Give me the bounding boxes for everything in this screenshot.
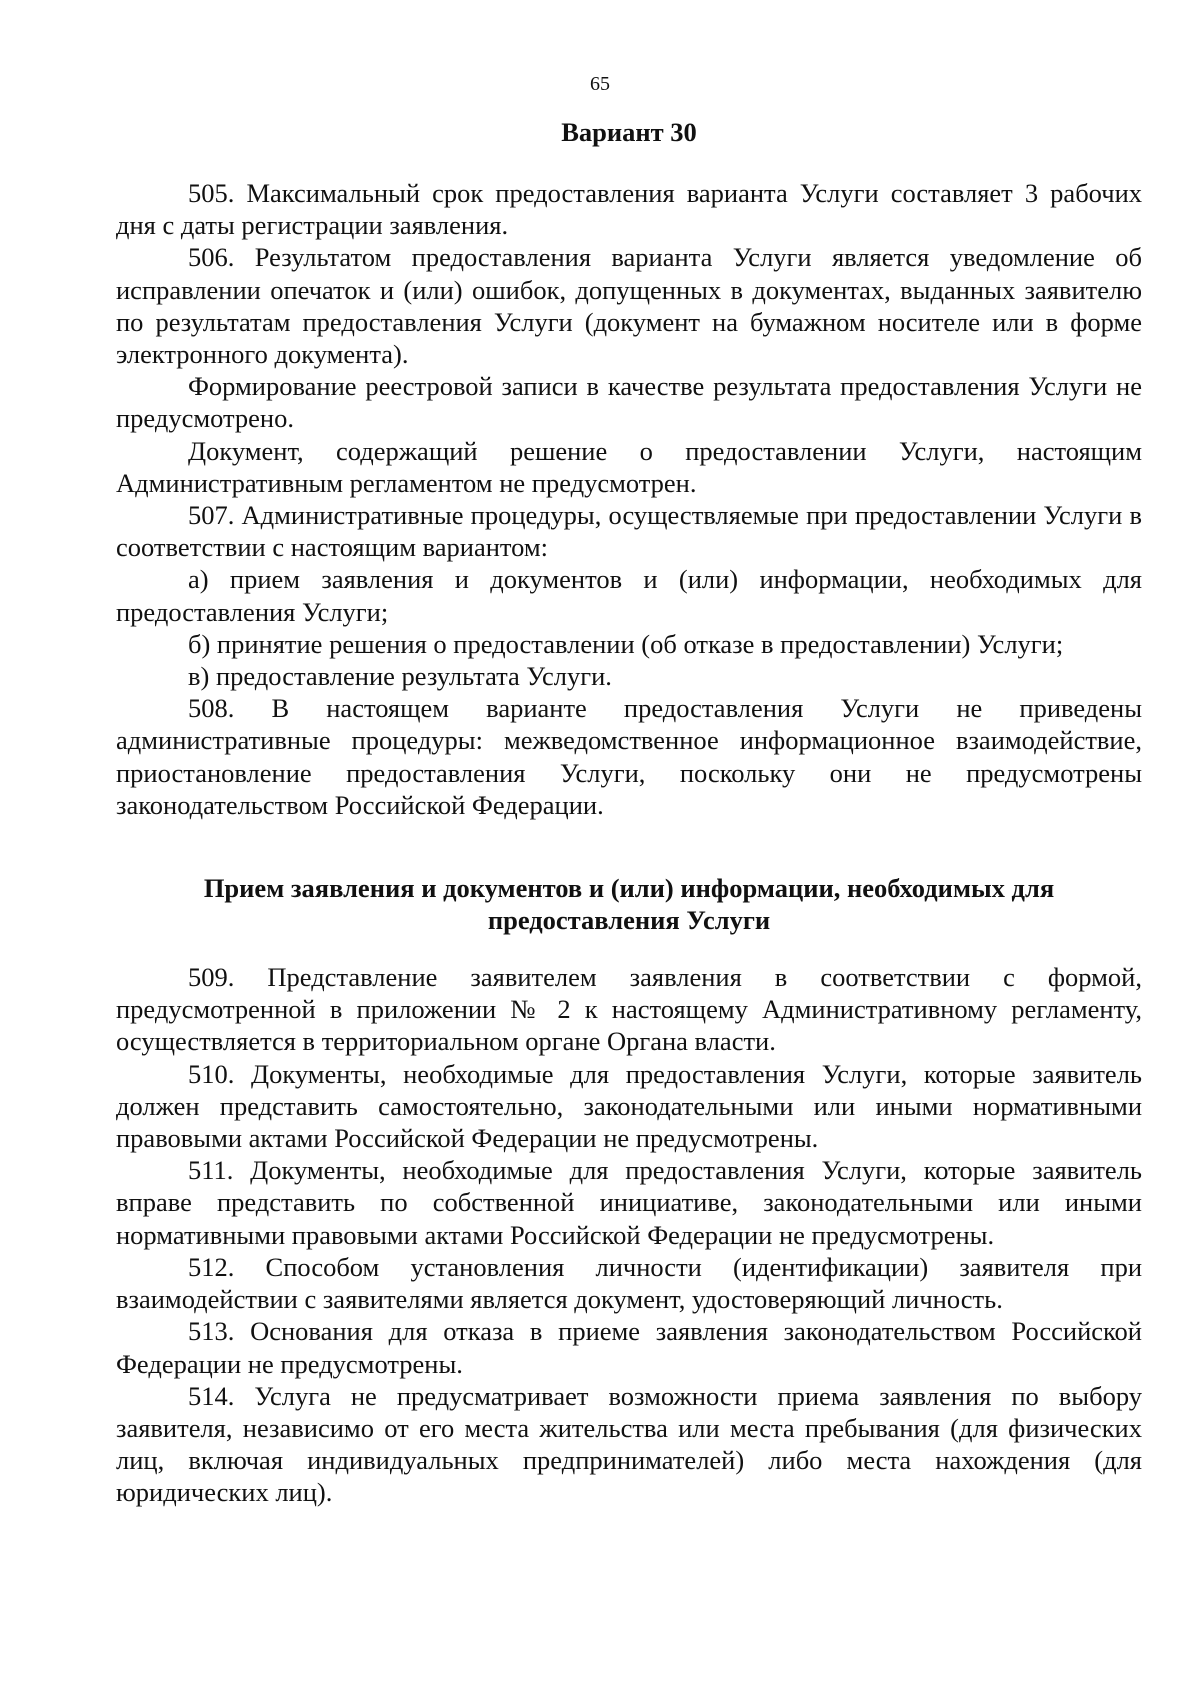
page-content <box>116 116 1142 1509</box>
paragraph-decision-document: Документ, содержащий решение о предоставлении Услуги, настоящим Административным регламентом не предусмотрен. <box>116 435 1142 498</box>
paragraph-508: 508. В настоящем варианте предоставления Услуги не приведены административные процедуры: межведомственное информационное взаимодействие, приостановление предоставления Услуги, поскольку они не предусмотрены законодательством Российской Федерации. <box>116 693 1142 820</box>
paragraph-506: 506. Результатом предоставления варианта Услуги является уведомление об исправлении опечаток и (или) ошибок, допущенных в документах, выданных заявителю по результатам предоставления Услуги (документ на бумажном носителе или в форме электронного документа). <box>116 242 1142 370</box>
paragraph-507: 507. Административные процедуры, осуществляемые при предоставлении Услуги в соответствии с настоящим вариантом: <box>116 500 1142 563</box>
page-number: 65 <box>590 73 610 95</box>
list-item-a: а) прием заявления и документов и (или) информации, необходимых для предоставления Услуги; <box>116 564 1142 627</box>
paragraph-512: 512. Способом установления личности (идентификации) заявителя при взаимодействии с заявителями является документ, удостоверяющий личность. <box>116 1251 1142 1315</box>
section-variant-body <box>116 177 1142 821</box>
paragraph-513: 513. Основания для отказа в приеме заявления законодательством Российской Федерации не предусмотрены. <box>116 1316 1142 1379</box>
paragraph-509: 509. Представление заявителем заявления в соответствии с формой, предусмотренной в приложении № 2 к настоящему Административному регламенту, осуществляется в территориальном органе Органа власти. <box>116 962 1142 1057</box>
paragraph-510: 510. Документы, необходимые для предоставления Услуги, которые заявитель должен представить самостоятельно, законодательными или иными нормативными правовыми актами Российской Федерации не предусмотрены. <box>116 1058 1142 1154</box>
paragraph-514: 514. Услуга не предусматривает возможности приема заявления по выбору заявителя, независимо от его места жительства или места пребывания (для физических лиц, включая индивидуальных предпринимателей) либо места нахождения (для юридических лиц). <box>116 1380 1142 1508</box>
paragraph-505: 505. Максимальный срок предоставления варианта Услуги составляет 3 рабочих дня с даты регистрации заявления. <box>116 178 1142 241</box>
section-spacer <box>116 821 1142 872</box>
paragraph-registry-record: Формирование реестровой записи в качестве результата предоставления Услуги не предусмотрено. <box>116 371 1142 434</box>
paragraph-511: 511. Документы, необходимые для предоставления Услуги, которые заявитель вправе представить по собственной инициативе, законодательными или иными нормативными правовыми актами Российской Федерации не предусмотрены. <box>116 1155 1142 1250</box>
list-item-b: б) принятие решения о предоставлении (об отказе в предоставлении) Услуги; <box>188 628 1064 659</box>
list-item-v: в) предоставление результата Услуги. <box>188 661 612 692</box>
variant-heading: Вариант 30 <box>561 117 697 147</box>
section-heading: Прием заявления и документов и (или) информации, необходимых для предоставления Услуги <box>203 873 1055 936</box>
section-application-body <box>116 961 1142 1508</box>
